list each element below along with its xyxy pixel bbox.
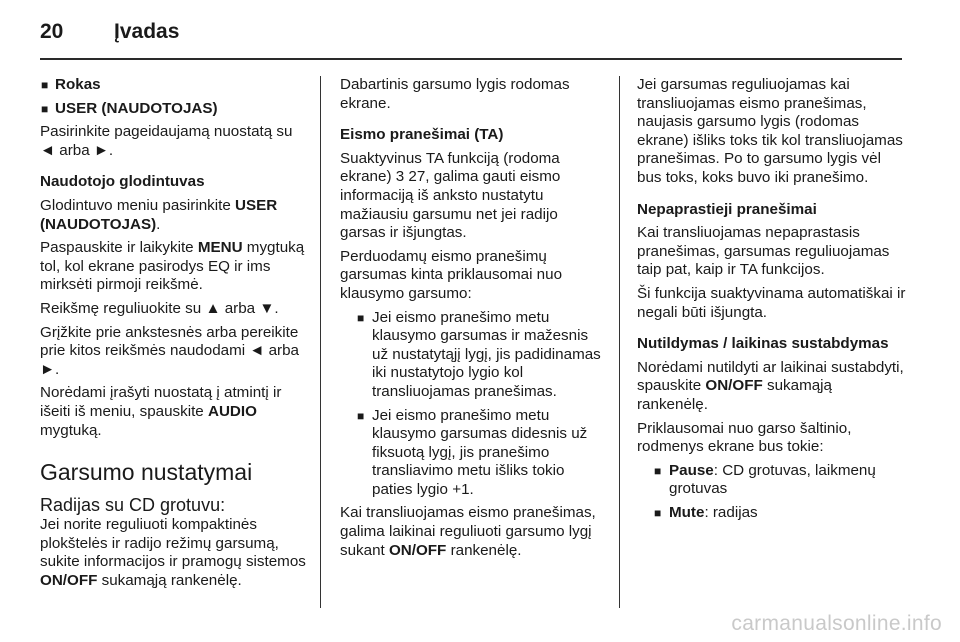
paragraph: Glodintuvo meniu pasirinkite USER (NAUDOTOJAS). xyxy=(40,196,278,233)
column-1 xyxy=(40,76,308,595)
page-header xyxy=(40,18,920,54)
paragraph: Pasirinkite pageidaujamą nuostatą su ◄ arba ►. xyxy=(40,123,293,159)
paragraph: Ši funkcija suaktyvinama automatiškai ir negali būti išjungta. xyxy=(637,284,906,321)
column-divider xyxy=(320,76,321,608)
paragraph: Perduodamų eismo pranešimų garsumas kinta priklausomai nuo klausymo garsumo: xyxy=(340,247,563,302)
paragraph: Grįžkite prie ankstesnės arba pereikite prie kitos reikšmės naudodami ◄ arba ►. xyxy=(40,323,299,378)
paragraph: Kai transliuojamas eismo pranešimas, galima laikinai reguliuoti garsumo lygį sukant ON/OFF rankenėlę. xyxy=(340,504,596,559)
subheading: Nutildymas / laikinas sustabdymas xyxy=(637,335,889,353)
section-heading: Garsumo nustatymai xyxy=(40,459,253,486)
paragraph: Jei norite reguliuoti kompaktinės plokštelės ir radijo režimų garsumą, sukite informacijos ir pramogų sistemos ON/OFF sukamąją rankenėlę. xyxy=(40,516,306,589)
list-item: ■ Jei eismo pranešimo metu klausymo garsumas didesnis už fiksuotą lygį, jis pranešimo transliavimo metu išliks tokio paties lygio +1. xyxy=(357,406,588,498)
subheading: Nepaprastieji pranešimai xyxy=(637,200,817,218)
paragraph: Suaktyvinus TA funkciją (rodoma ekrane) 3 27, galima gauti eismo informaciją iš anksto nustatytu mažiausiu garsumu net jei radijo garsas ir išjungtas. xyxy=(340,149,561,242)
paragraph: Norėdami nutildyti ar laikinai sustabdyti, spauskite ON/OFF sukamąją rankenėlę. xyxy=(637,358,904,413)
column-2 xyxy=(340,76,606,565)
page-number: 20 xyxy=(40,20,64,43)
paragraph: Dabartinis garsumo lygis rodomas ekrane. xyxy=(340,76,570,112)
paragraph: Paspauskite ir laikykite MENU mygtuką tol, kol ekrane pasirodys EQ ir ims mirksėti pirmoji reikšmė. xyxy=(40,239,305,294)
section-title: Įvadas xyxy=(114,20,180,43)
column-divider xyxy=(619,76,620,608)
subsection-heading: Radijas su CD grotuvu: xyxy=(40,495,226,516)
page-reference: 3 27 xyxy=(395,168,426,186)
list-item: ■ Pause: CD grotuvas, laikmenų grotuvas xyxy=(654,461,876,498)
subheading: Naudotojo glodintuvas xyxy=(40,173,205,191)
column-3 xyxy=(637,76,907,527)
paragraph: Norėdami įrašyti nuostatą į atmintį ir išeiti iš meniu, spauskite AUDIO mygtuką. xyxy=(40,384,282,439)
list-item: ■ USER (NAUDOTOJAS) xyxy=(41,99,218,117)
list-item: ■ Jei eismo pranešimo metu klausymo garsumas ir mažesnis už nustatytąjį lygį, jis padidinamas iki nustatytojo lygio kol transliuojamas pranešimas. xyxy=(357,308,601,400)
paragraph: Priklausomai nuo garso šaltinio, rodmenys ekrane bus tokie: xyxy=(637,419,852,456)
paragraph: Kai transliuojamas nepaprastasis pranešimas, garsumas reguliuojamas taip pat, kaip ir TA funkcijos. xyxy=(637,224,890,279)
list-item: ■ Mute: radijas xyxy=(654,503,758,521)
paragraph: Jei garsumas reguliuojamas kai transliuojamas eismo pranešimas, naujasis garsumo lygis (rodomas ekrane) išliks toks tik kol transliuojamas pranešimas. Po to garsumo lygis vėl bus toks, koks buvo iki pranešimo. xyxy=(637,76,903,186)
subheading: Eismo pranešimai (TA) xyxy=(340,126,504,144)
list-item: ■ Rokas xyxy=(41,76,101,93)
watermark: carmanualsonline.info xyxy=(731,612,942,635)
header-rule xyxy=(40,58,902,60)
paragraph: Reikšmę reguliuokite su ▲ arba ▼. xyxy=(40,299,279,317)
